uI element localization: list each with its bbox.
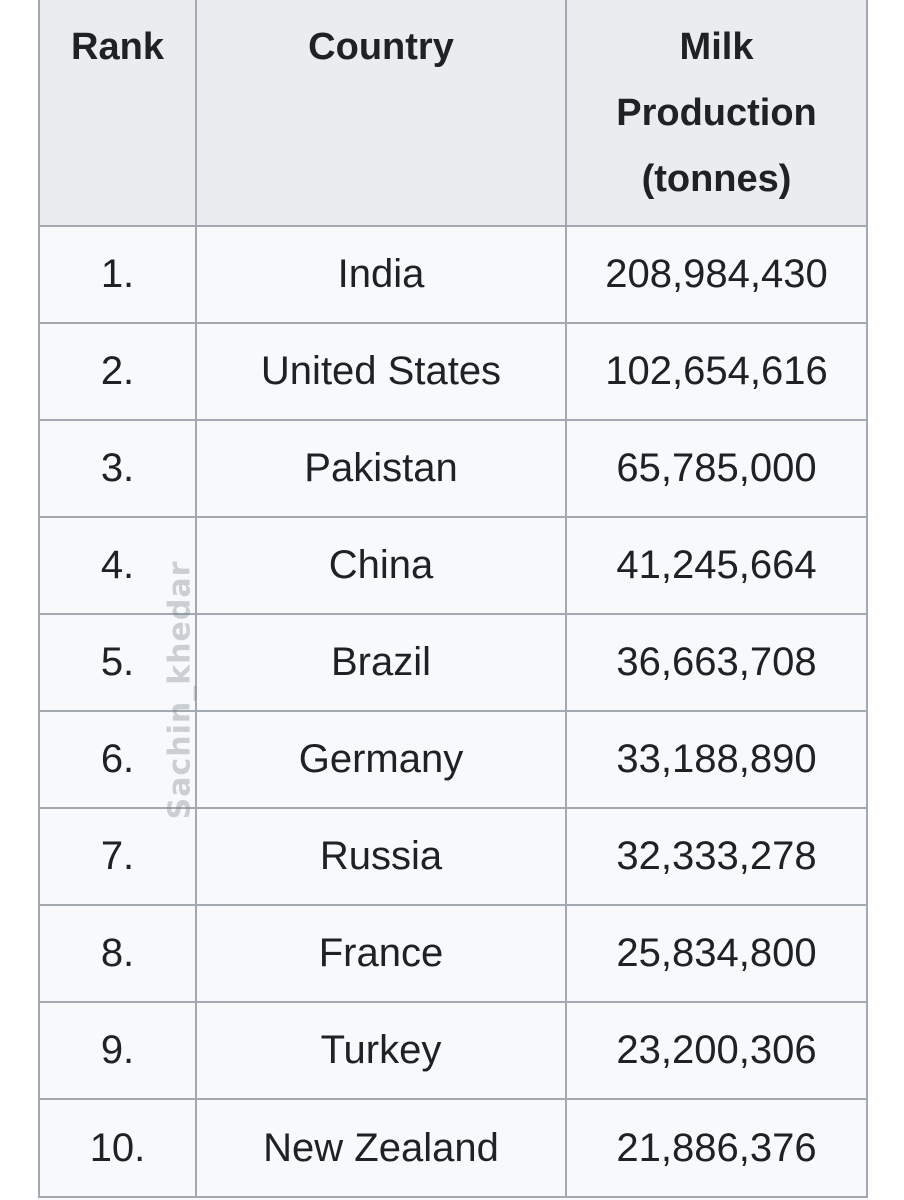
production-cell: 33,188,890 <box>566 711 867 808</box>
rank-cell: 10. <box>39 1099 196 1197</box>
production-cell: 32,333,278 <box>566 808 867 905</box>
country-cell: Pakistan <box>196 420 566 517</box>
country-cell: Germany <box>196 711 566 808</box>
country-cell: Brazil <box>196 614 566 711</box>
production-cell: 65,785,000 <box>566 420 867 517</box>
table-header-row <box>39 0 867 226</box>
production-cell: 25,834,800 <box>566 905 867 1002</box>
rank-cell: 3. <box>39 420 196 517</box>
table-row <box>39 808 867 905</box>
milk-production-table <box>38 0 868 1198</box>
watermark-text: Sachin_khedar <box>162 560 198 820</box>
table-row <box>39 905 867 1002</box>
table-row <box>39 1099 867 1197</box>
production-cell: 102,654,616 <box>566 323 867 420</box>
country-cell: China <box>196 517 566 614</box>
country-cell: United States <box>196 323 566 420</box>
country-cell: India <box>196 226 566 323</box>
production-cell: 41,245,664 <box>566 517 867 614</box>
header-milk-production[interactable] <box>566 0 867 226</box>
production-cell: 36,663,708 <box>566 614 867 711</box>
table-row <box>39 323 867 420</box>
rank-cell: 1. <box>39 226 196 323</box>
table-row <box>39 614 867 711</box>
table-row <box>39 420 867 517</box>
rank-cell: 6. <box>39 711 196 808</box>
production-cell: 23,200,306 <box>566 1002 867 1099</box>
rank-cell: 7. <box>39 808 196 905</box>
table-row <box>39 517 867 614</box>
header-production-line1: Milk <box>679 26 754 68</box>
country-cell: France <box>196 905 566 1002</box>
country-cell: Turkey <box>196 1002 566 1099</box>
production-cell: 21,886,376 <box>566 1099 867 1197</box>
rank-cell: 2. <box>39 323 196 420</box>
country-cell: New Zealand <box>196 1099 566 1197</box>
production-cell: 208,984,430 <box>566 226 867 323</box>
header-production-line2: Production <box>616 92 817 134</box>
country-cell: Russia <box>196 808 566 905</box>
rank-cell: 5. <box>39 614 196 711</box>
rank-cell: 8. <box>39 905 196 1002</box>
table-row <box>39 226 867 323</box>
table-row <box>39 1002 867 1099</box>
header-production-line3: (tonnes) <box>641 158 792 200</box>
rank-cell: 9. <box>39 1002 196 1099</box>
header-rank[interactable]: Rank <box>39 0 196 226</box>
table-row <box>39 711 867 808</box>
header-country[interactable]: Country <box>196 0 566 226</box>
rank-cell: 4. <box>39 517 196 614</box>
